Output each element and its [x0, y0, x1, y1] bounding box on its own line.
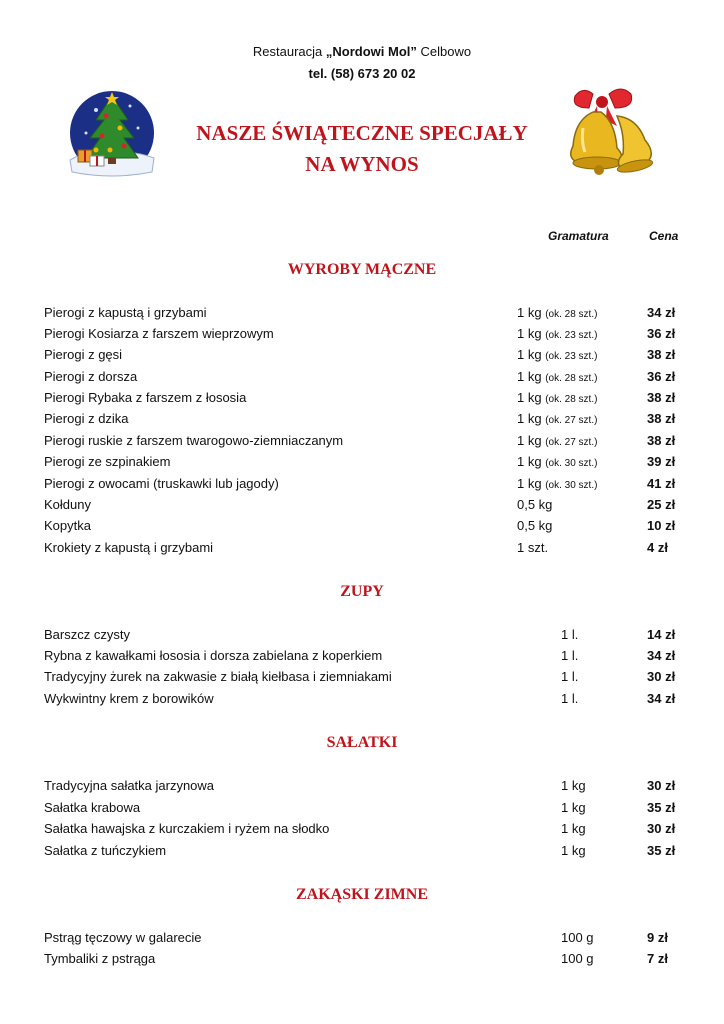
menu-row [0, 691, 724, 712]
item-price: 35 zł [647, 843, 676, 858]
item-quantity: 1 l. [561, 648, 579, 663]
section-heading-salads: SAŁATKI [326, 734, 398, 751]
item-name: Pierogi ze szpinakiem [44, 454, 171, 469]
item-price: 34 zł [647, 648, 676, 663]
item-name: Pierogi Kosiarza z farszem wieprzowym [44, 326, 274, 341]
item-price: 10 zł [647, 518, 676, 533]
menu-row [0, 669, 724, 690]
item-name: Pierogi z dzika [44, 411, 129, 426]
item-price: 35 zł [647, 800, 676, 815]
menu-row [0, 930, 724, 951]
item-quantity: 1 kg (ok. 23 szt.) [517, 326, 598, 341]
item-price: 30 zł [647, 669, 676, 684]
item-quantity: 1 szt. [517, 540, 549, 555]
item-quantity: 1 kg [561, 800, 586, 815]
phone-number: tel. (58) 673 20 02 [308, 66, 416, 81]
section-heading-cold-starters: ZAKĄSKI ZIMNE [295, 886, 429, 903]
item-price: 30 zł [647, 821, 676, 836]
item-price: 38 zł [647, 390, 676, 405]
item-name: Tradycyjna sałatka jarzynowa [44, 778, 215, 793]
column-header-price: Cena [649, 229, 679, 243]
item-name: Wykwintny krem z borowików [44, 691, 214, 706]
menu-row [0, 627, 724, 648]
item-name: Kopytka [44, 518, 91, 533]
menu-row [0, 800, 724, 821]
item-name: Pierogi z owocami (truskawki lub jagody) [44, 476, 279, 491]
item-price: 4 zł [647, 540, 668, 555]
page-title-line1: NASZE ŚWIĄTECZNE SPECJAŁY [196, 121, 528, 145]
menu-row [0, 843, 724, 864]
menu-row [0, 305, 724, 326]
menu-row [0, 369, 724, 390]
item-name: Sałatka krabowa [44, 800, 141, 815]
item-name: Krokiety z kapustą i grzybami [44, 540, 214, 555]
menu-row [0, 476, 724, 497]
item-name: Pierogi ruskie z farszem twarogowo-ziemniaczanym [44, 433, 344, 448]
item-price: 38 zł [647, 347, 676, 362]
item-quantity: 1 kg (ok. 30 szt.) [517, 454, 598, 469]
menu-row [0, 497, 724, 518]
menu-row [0, 433, 724, 454]
item-name: Rybna z kawałkami łososia i dorsza zabielana z koperkiem [44, 648, 383, 663]
column-header-weight: Gramatura [548, 229, 609, 243]
item-price: 38 zł [647, 433, 676, 448]
item-quantity: 1 kg (ok. 27 szt.) [517, 433, 598, 448]
item-name: Pierogi z dorsza [44, 369, 138, 384]
section-heading-flour: WYROBY MĄCZNE [287, 261, 437, 278]
item-price: 38 zł [647, 411, 676, 426]
restaurant-location: Celbowo [416, 44, 472, 59]
item-quantity: 1 kg (ok. 28 szt.) [517, 390, 598, 405]
item-quantity: 100 g [561, 951, 594, 966]
item-price: 7 zł [647, 951, 668, 966]
menu-row [0, 411, 724, 432]
item-quantity: 1 kg [561, 778, 586, 793]
restaurant-line [0, 44, 724, 59]
restaurant-name: „Nordowi Mol” [325, 44, 417, 59]
restaurant-prefix: Restauracja [252, 44, 326, 59]
item-quantity: 100 g [561, 930, 594, 945]
item-quantity: 1 l. [561, 669, 579, 684]
item-quantity: 1 l. [561, 691, 579, 706]
item-price: 34 zł [647, 691, 676, 706]
item-name: Sałatka z tuńczykiem [44, 843, 167, 858]
item-name: Pierogi z gęsi [44, 347, 123, 362]
item-quantity: 1 kg (ok. 28 szt.) [517, 305, 598, 320]
menu-row [0, 951, 724, 972]
item-name: Tradycyjny żurek na zakwasie z białą kiełbasa i ziemniakami [44, 669, 392, 684]
item-quantity: 1 kg (ok. 28 szt.) [517, 369, 598, 384]
item-name: Pierogi Rybaka z farszem z łososia [44, 390, 247, 405]
item-price: 14 zł [647, 627, 676, 642]
item-quantity: 0,5 kg [517, 497, 553, 512]
item-price: 9 zł [647, 930, 668, 945]
menu-row [0, 347, 724, 368]
item-name: Sałatka hawajska z kurczakiem i ryżem na słodko [44, 821, 330, 836]
item-quantity: 0,5 kg [517, 518, 553, 533]
item-name: Pierogi z kapustą i grzybami [44, 305, 207, 320]
item-quantity: 1 kg (ok. 27 szt.) [517, 411, 598, 426]
item-quantity: 1 l. [561, 627, 579, 642]
section-heading-soups: ZUPY [340, 583, 384, 600]
item-price: 36 zł [647, 369, 676, 384]
item-price: 36 zł [647, 326, 676, 341]
item-price: 25 zł [647, 497, 676, 512]
menu-row [0, 390, 724, 411]
menu-row [0, 326, 724, 347]
item-price: 41 zł [647, 476, 676, 491]
item-price: 39 zł [647, 454, 676, 469]
menu-row [0, 778, 724, 799]
item-name: Pstrąg tęczowy w galarecie [44, 930, 202, 945]
menu-row [0, 518, 724, 539]
item-price: 34 zł [647, 305, 676, 320]
menu-row [0, 454, 724, 475]
item-price: 30 zł [647, 778, 676, 793]
page-title-line2: NA WYNOS [305, 152, 419, 176]
item-name: Tymbaliki z pstrąga [44, 951, 156, 966]
item-quantity: 1 kg [561, 821, 586, 836]
menu-row [0, 648, 724, 669]
item-quantity: 1 kg (ok. 30 szt.) [517, 476, 598, 491]
item-name: Barszcz czysty [44, 627, 130, 642]
item-quantity: 1 kg (ok. 23 szt.) [517, 347, 598, 362]
menu-row [0, 821, 724, 842]
item-name: Kołduny [44, 497, 91, 512]
menu-row [0, 540, 724, 561]
christmas-bells-icon [563, 86, 663, 182]
item-quantity: 1 kg [561, 843, 586, 858]
